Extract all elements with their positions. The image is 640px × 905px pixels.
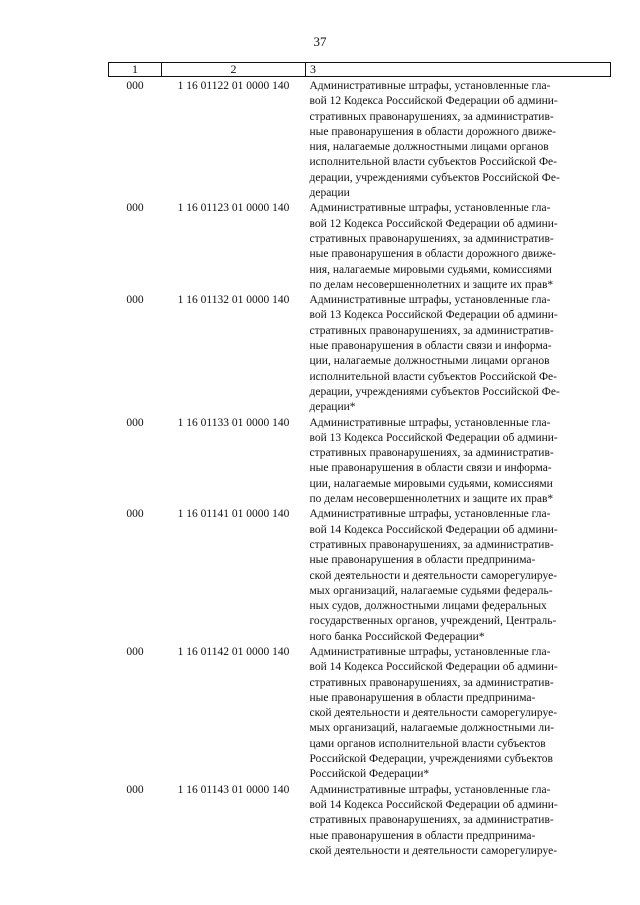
column-header-3: 3 bbox=[306, 63, 611, 77]
description-line: мых организаций, налагаемые должностными ли- bbox=[309, 722, 555, 735]
description-line: ных судов, должностными лицами федеральных bbox=[309, 600, 547, 613]
description-line: вой 14 Кодекса Российской Федерации об админи- bbox=[309, 523, 558, 536]
description-line: по делам несовершеннолетних и защите их прав* bbox=[309, 493, 554, 506]
admin-code-cell: 000 bbox=[126, 645, 144, 658]
description-line: исполнительной власти субъектов Российской Фе- bbox=[309, 156, 557, 169]
admin-code-cell: 000 bbox=[126, 202, 144, 215]
description-line: стративных правонарушениях, за административ- bbox=[309, 110, 554, 123]
column-header-2: 2 bbox=[162, 63, 306, 77]
budget-classification-code-cell: 1 16 01143 01 0000 140 bbox=[177, 783, 290, 796]
description-line: дерации, учреждениями субъектов Российской Фе- bbox=[309, 385, 560, 398]
table-row bbox=[109, 77, 611, 202]
description-line: дерации, учреждениями субъектов Российской Фе- bbox=[309, 171, 560, 184]
description-line: стративных правонарушениях, за административ- bbox=[309, 676, 554, 689]
description-line: стративных правонарушениях, за административ- bbox=[309, 447, 554, 460]
description-line: вой 12 Кодекса Российской Федерации об админи- bbox=[309, 217, 558, 230]
budget-classification-code-cell: 1 16 01142 01 0000 140 bbox=[177, 645, 290, 658]
description-line: цами органов исполнительной власти субъектов bbox=[309, 737, 546, 750]
revenue-codes-table bbox=[108, 62, 611, 859]
description-line: Административные штрафы, установленные гла- bbox=[309, 80, 551, 92]
description-line: ской деятельности и деятельности саморегулируе- bbox=[309, 707, 558, 720]
table-header-row bbox=[109, 63, 611, 77]
table-row bbox=[109, 645, 611, 783]
description-line: ные правонарушения в области предпринима- bbox=[309, 554, 536, 567]
description-line: вой 14 Кодекса Российской Федерации об админи- bbox=[309, 798, 558, 811]
description-line: ния, налагаемые мировыми судьями, комиссиями bbox=[309, 263, 552, 276]
revenue-description-cell bbox=[306, 201, 611, 293]
admin-code-cell: 000 bbox=[126, 508, 144, 521]
budget-classification-code-cell: 1 16 01133 01 0000 140 bbox=[177, 416, 290, 429]
description-line: вой 14 Кодекса Российской Федерации об админи- bbox=[309, 661, 558, 674]
description-line: ции, налагаемые мировыми судьями, комиссиями bbox=[309, 477, 553, 490]
description-line: ции, налагаемые должностными лицами органов bbox=[309, 355, 550, 368]
description-line: ного банка Российской Федерации* bbox=[309, 630, 485, 643]
revenue-description-cell bbox=[306, 645, 611, 783]
description-line: ской деятельности и деятельности саморегулируе- bbox=[309, 844, 558, 857]
description-line: вой 12 Кодекса Российской Федерации об админи- bbox=[309, 95, 558, 108]
table-row bbox=[109, 293, 611, 415]
description-line: Административные штрафы, установленные гла- bbox=[309, 508, 551, 521]
description-line: Административные штрафы, установленные гла- bbox=[309, 645, 551, 658]
description-line: стративных правонарушениях, за административ- bbox=[309, 324, 554, 337]
description-line: вой 13 Кодекса Российской Федерации об админи- bbox=[309, 309, 558, 322]
description-line: стративных правонарушениях, за административ- bbox=[309, 232, 554, 245]
description-line: мых организаций, налагаемые судьями федераль- bbox=[309, 584, 553, 597]
description-line: Административные штрафы, установленные гла- bbox=[309, 783, 551, 796]
revenue-description-cell bbox=[306, 416, 611, 508]
budget-classification-code-cell: 1 16 01132 01 0000 140 bbox=[177, 294, 290, 307]
description-line: исполнительной власти субъектов Российской Фе- bbox=[309, 370, 557, 383]
description-line: Административные штрафы, установленные гла- bbox=[309, 202, 551, 215]
description-line: государственных органов, учреждений, Централь- bbox=[309, 615, 557, 628]
description-line: Российской Федерации* bbox=[309, 768, 430, 781]
description-line: ные правонарушения в области дорожного движе- bbox=[309, 125, 557, 138]
description-line: ные правонарушения в области предпринима- bbox=[309, 691, 536, 704]
description-line: ные правонарушения в области предпринима- bbox=[309, 829, 536, 842]
description-line: стративных правонарушениях, за административ- bbox=[309, 814, 554, 827]
table-row bbox=[109, 201, 611, 293]
description-line: по делам несовершеннолетних и защите их прав* bbox=[309, 278, 554, 291]
description-line: дерации bbox=[309, 187, 350, 200]
admin-code-cell: 000 bbox=[126, 294, 144, 307]
description-line: ные правонарушения в области связи и информа- bbox=[309, 462, 552, 475]
table-row bbox=[109, 507, 611, 645]
table-body bbox=[109, 77, 611, 860]
admin-code-cell: 000 bbox=[126, 80, 144, 92]
description-line: ные правонарушения в области связи и информа- bbox=[309, 340, 552, 353]
description-line: стративных правонарушениях, за административ- bbox=[309, 538, 554, 551]
description-line: ния, налагаемые должностными лицами органов bbox=[309, 141, 549, 154]
revenue-description-cell bbox=[306, 77, 611, 202]
description-line: Административные штрафы, установленные гла- bbox=[309, 416, 551, 429]
revenue-description-cell bbox=[306, 783, 611, 859]
budget-classification-code-cell: 1 16 01141 01 0000 140 bbox=[177, 508, 290, 521]
budget-classification-code-cell: 1 16 01123 01 0000 140 bbox=[177, 202, 290, 215]
column-header-1: 1 bbox=[109, 63, 162, 77]
budget-classification-code-cell: 1 16 01122 01 0000 140 bbox=[177, 80, 290, 92]
revenue-description-cell bbox=[306, 293, 611, 415]
admin-code-cell: 000 bbox=[126, 416, 144, 429]
description-line: ные правонарушения в области дорожного движе- bbox=[309, 248, 557, 261]
admin-code-cell: 000 bbox=[126, 783, 144, 796]
description-line: Российской Федерации, учреждениями субъектов bbox=[309, 753, 553, 766]
table-row bbox=[109, 783, 611, 859]
page-number: 37 bbox=[313, 34, 327, 49]
description-line: ской деятельности и деятельности саморегулируе- bbox=[309, 569, 558, 582]
revenue-description-cell bbox=[306, 507, 611, 645]
table-row bbox=[109, 416, 611, 508]
description-line: вой 13 Кодекса Российской Федерации об админи- bbox=[309, 431, 558, 444]
description-line: Административные штрафы, установленные гла- bbox=[309, 294, 551, 307]
description-line: дерации* bbox=[309, 401, 356, 414]
